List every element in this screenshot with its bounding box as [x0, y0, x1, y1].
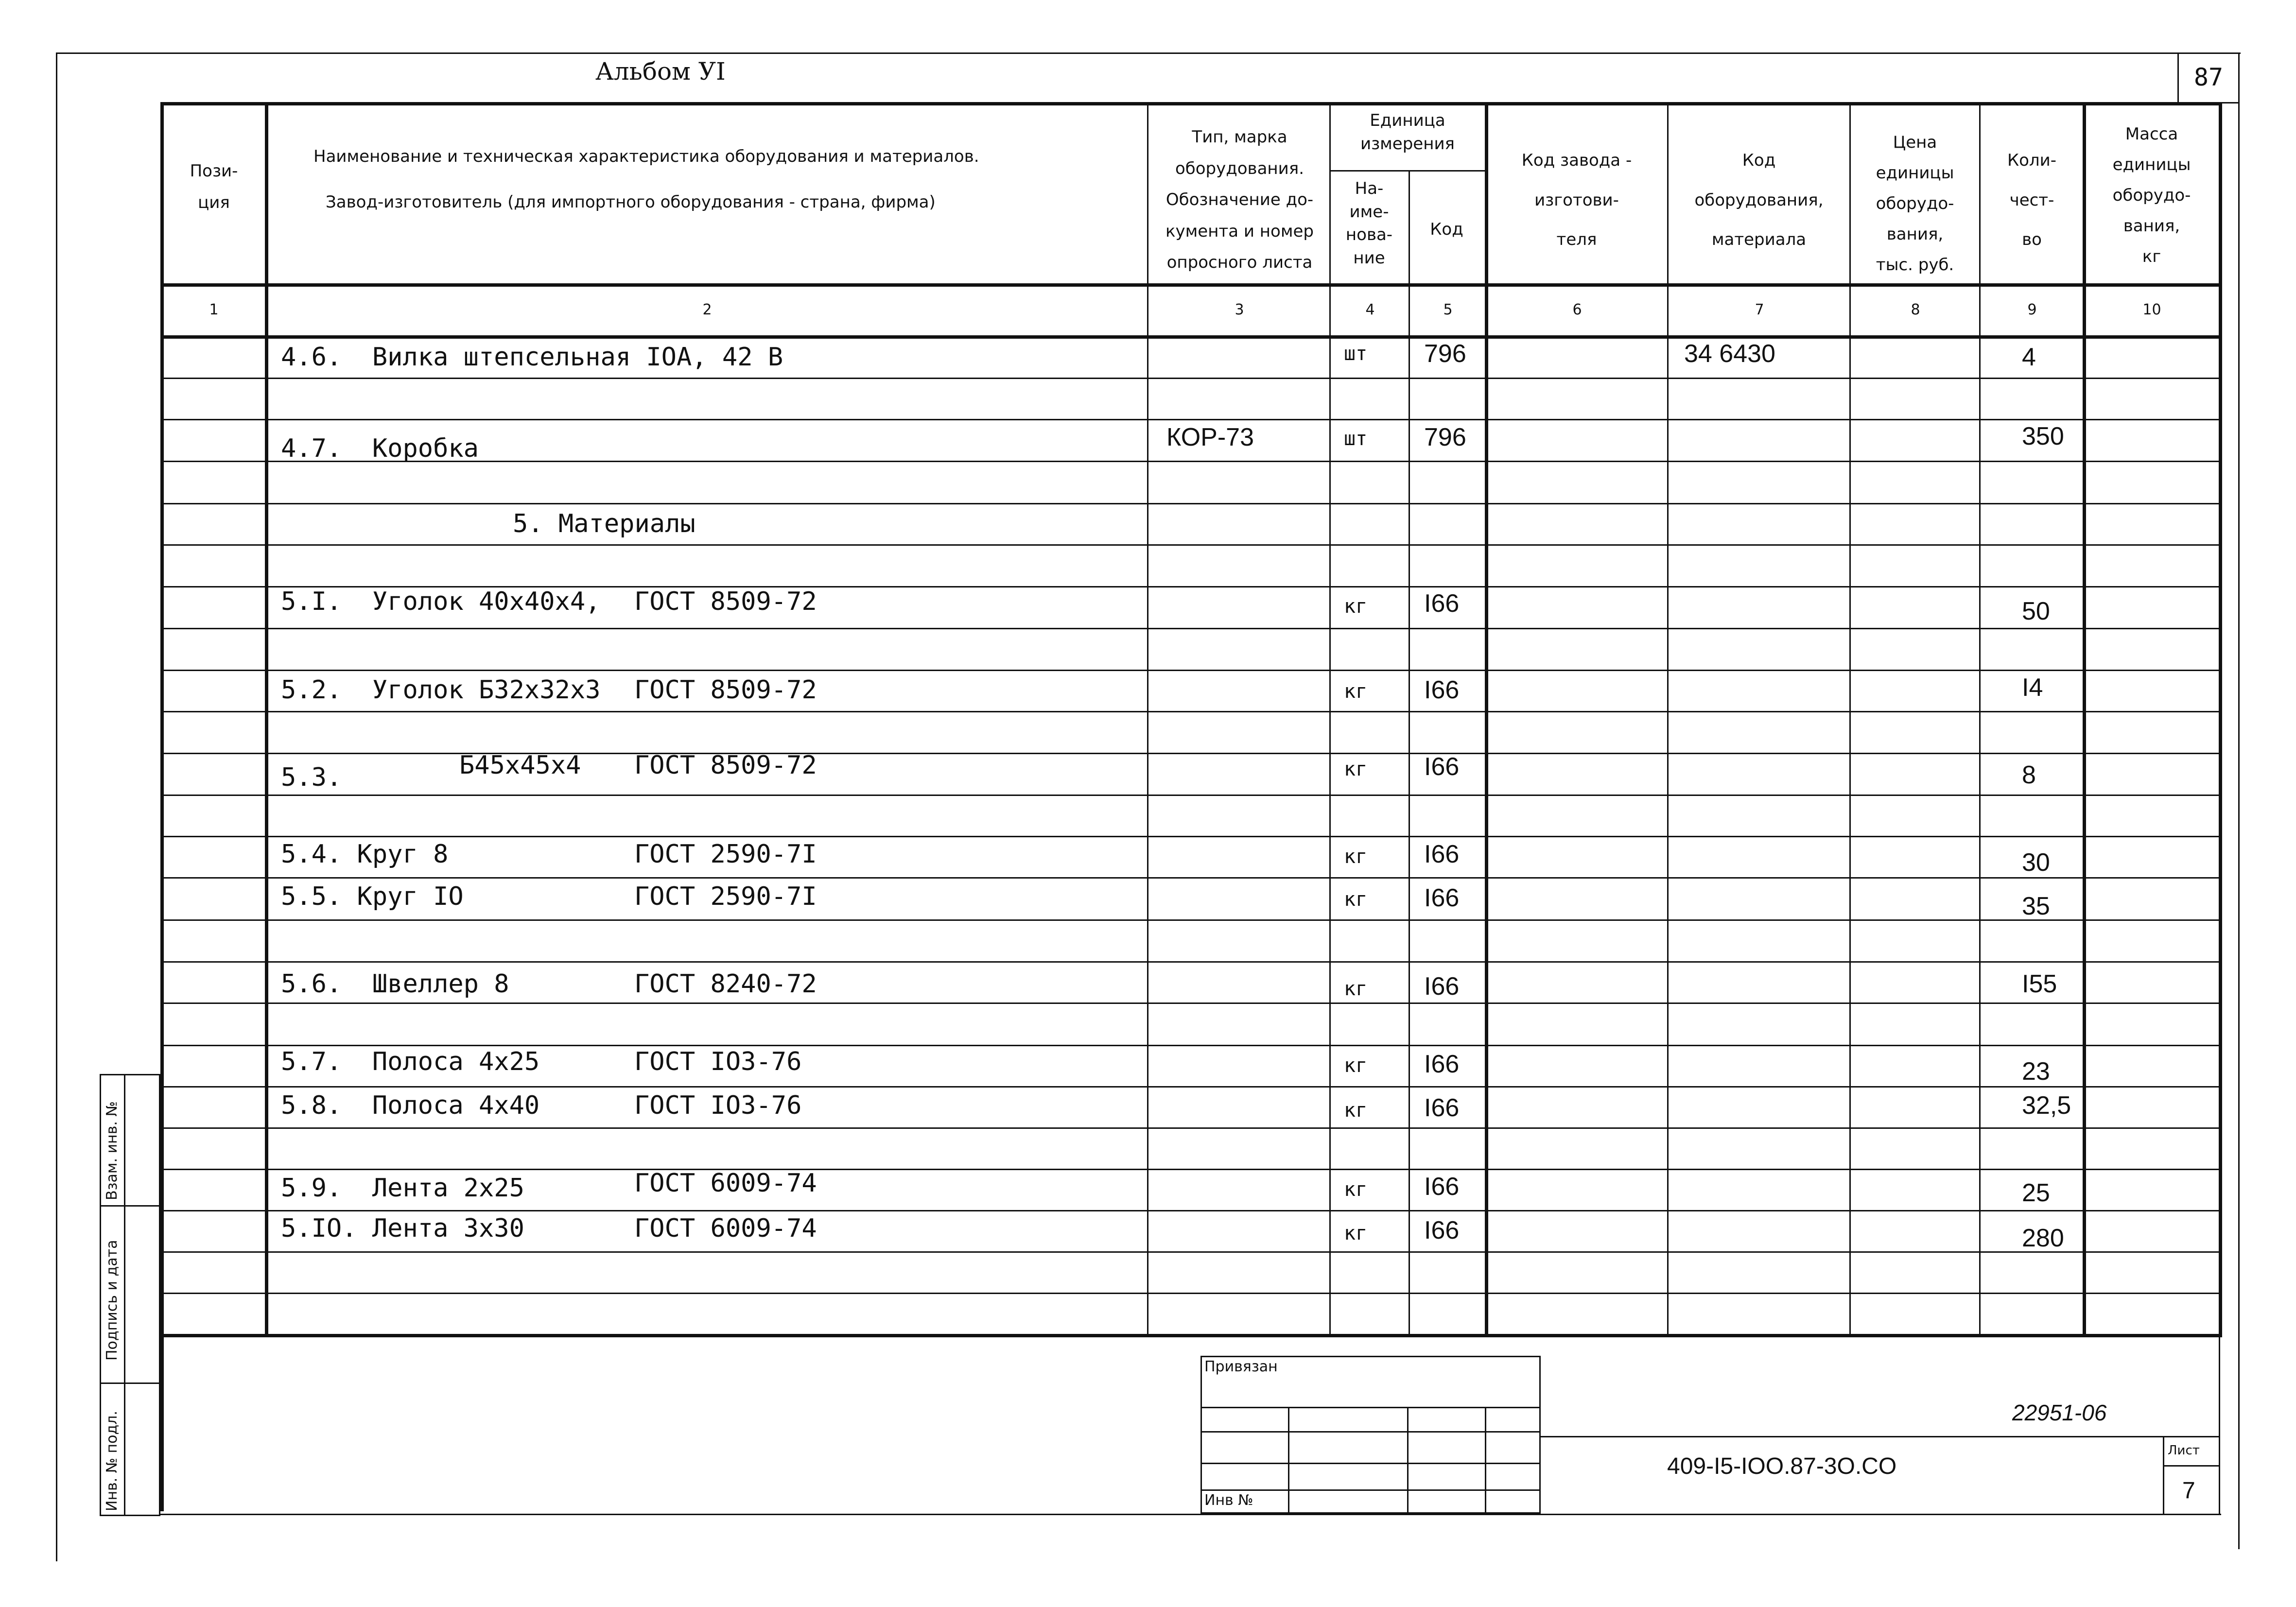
row-5-1-gost: ГОСТ 8509-72 [634, 587, 817, 616]
colnum-9: 9 [2027, 301, 2037, 318]
document-code: 409-I5-IOO.87-3O.CO [1667, 1453, 1897, 1479]
header-equip-code-l2: оборудования, [1694, 190, 1824, 210]
header-unit-name [1331, 177, 1408, 270]
row-5-7-qty: 23 [2022, 1057, 2050, 1086]
col-line-9 [2083, 102, 2086, 1335]
unit-subheader-line [1329, 170, 1485, 172]
row-line [160, 503, 2221, 504]
row-5-10-unit: кг [1344, 1222, 1368, 1244]
row-5-4-qty: 30 [2022, 848, 2050, 877]
header-unit-name-l2: име- [1349, 202, 1389, 222]
privyazan-line [1200, 1489, 1541, 1491]
row-line [160, 419, 2221, 420]
header-unit-name-l1: На- [1355, 179, 1384, 198]
header-mass [2086, 119, 2217, 272]
header-price-l2: единицы [1876, 163, 1954, 183]
privyazan-line [1200, 1407, 1541, 1408]
header-type-l1: Тип, марка [1192, 127, 1287, 147]
privyazan-line [1200, 1463, 1541, 1464]
row-5-3-name: 5.3. [281, 763, 342, 792]
row-5-3-qty: 8 [2022, 761, 2036, 789]
row-4-6-qty: 4 [2022, 343, 2036, 371]
row-line [160, 378, 2221, 379]
row-5-1-name: 5.I. Уголок 40х40х4, [281, 587, 601, 616]
row-5-9-qty: 25 [2022, 1179, 2050, 1207]
row-4-6-equip-code: 34 6430 [1684, 340, 1775, 368]
row-5-1-unit: кг [1344, 595, 1368, 618]
col-line-1 [265, 102, 268, 1335]
side-label-podpis: Подпись и дата [104, 1240, 121, 1361]
header-unit-l1: Единица [1370, 111, 1445, 130]
colnum-2: 2 [702, 301, 712, 318]
privyazan-vline [1485, 1407, 1486, 1514]
col-line-10 [2219, 102, 2222, 1335]
privyazan-line [1200, 1431, 1541, 1433]
frame-right-border [2238, 52, 2240, 1549]
colnum-4: 4 [1365, 301, 1375, 318]
header-name [272, 148, 1142, 210]
row-line [160, 628, 2221, 629]
row-5-3-gost: ГОСТ 8509-72 [634, 751, 817, 780]
specification-table [160, 102, 2221, 1336]
col-line-7 [1849, 102, 1851, 1335]
row-5-6-code: I66 [1424, 972, 1460, 1001]
row-5-4-gost: ГОСТ 2590-7I [634, 840, 817, 869]
header-type-l5: опросного листа [1166, 253, 1313, 273]
frame-top-border [56, 52, 2241, 54]
colnum-10: 10 [2142, 301, 2161, 318]
page-number: 87 [2193, 63, 2224, 91]
row-line [160, 1127, 2221, 1129]
header-equip-code-l1: Код [1742, 151, 1776, 170]
row-5-8-unit: кг [1344, 1099, 1368, 1122]
privyazan-label: Привязан [1204, 1358, 1278, 1375]
row-5-7-code: I66 [1424, 1050, 1460, 1078]
row-5-9-unit: кг [1344, 1178, 1368, 1201]
page-number-box [2177, 52, 2238, 104]
column-numbers-bottom-line [160, 335, 2222, 339]
header-price-l3: оборудо- [1876, 193, 1954, 213]
header-mass-l3: оборудо- [2112, 185, 2191, 205]
side-stamp-line [100, 1205, 160, 1207]
row-5-1-code: I66 [1424, 589, 1460, 618]
header-qty [1982, 141, 2082, 260]
handwritten-number: 22951-06 [2012, 1400, 2107, 1425]
row-5-2-gost: ГОСТ 8509-72 [634, 675, 817, 705]
row-4-6-unit: шт [1344, 343, 1368, 365]
row-line [160, 795, 2221, 796]
row-5-10-code: I66 [1424, 1216, 1460, 1244]
colnum-6: 6 [1572, 301, 1582, 318]
header-type-l3: Обозначение до- [1165, 190, 1314, 210]
col-line-8 [1979, 102, 1981, 1335]
header-qty-l1: Коли- [2007, 151, 2057, 170]
row-5-5-code: I66 [1424, 884, 1460, 912]
list-label: Лист [2168, 1443, 2200, 1458]
row-5-8-name: 5.8. Полоса 4х40 [281, 1091, 540, 1120]
album-title: Альбом УI [595, 57, 726, 86]
col-line-5 [1485, 102, 1488, 1335]
row-line [160, 1002, 2221, 1004]
colnum-5: 5 [1443, 301, 1453, 318]
header-type-l2: оборудования. [1175, 158, 1305, 178]
row-5-10-name: 5.IO. Лента 3х30 [281, 1214, 524, 1243]
row-4-7-name: 4.7. Коробка [281, 434, 479, 463]
row-5-6-gost: ГОСТ 8240-72 [634, 969, 817, 999]
row-5-3-code: I66 [1424, 753, 1460, 781]
row-line [160, 670, 2221, 671]
colnum-8: 8 [1911, 301, 1920, 318]
row-line [160, 836, 2221, 837]
header-qty-l3: во [2022, 230, 2042, 250]
header-price-l4: вания, [1886, 224, 1944, 244]
row-line [160, 1169, 2221, 1170]
header-position [168, 156, 260, 218]
section-5-title: 5. Материалы [513, 509, 696, 538]
row-5-5-gost: ГОСТ 2590-7I [634, 882, 817, 911]
header-price-l1: Цена [1893, 133, 1937, 152]
header-unit-code: Код [1430, 220, 1463, 239]
row-line [160, 1251, 2221, 1253]
row-5-5-name: 5.5. Круг IO [281, 882, 464, 911]
row-4-7-type: КОР-73 [1166, 423, 1254, 451]
stamp-right-line [2219, 1334, 2220, 1515]
row-line [160, 1045, 2221, 1046]
side-label-vzam: Взам. инв. № [104, 1101, 121, 1200]
header-unit [1332, 109, 1483, 156]
privyazan-vline [1407, 1407, 1409, 1514]
colnum-3: 3 [1235, 301, 1244, 318]
header-mass-l2: единицы [2112, 155, 2191, 174]
table-top-border [160, 102, 2222, 105]
header-bottom-line [160, 283, 2222, 287]
row-5-4-code: I66 [1424, 840, 1460, 868]
row-5-9-gost: ГОСТ 6009-74 [634, 1169, 817, 1198]
row-line [160, 544, 2221, 546]
frame-left-border [56, 52, 57, 1561]
row-5-6-name: 5.6. Швеллер 8 [281, 969, 509, 999]
list-box-mid-line [2163, 1465, 2219, 1467]
row-5-8-qty: 32,5 [2022, 1091, 2071, 1120]
row-line [160, 1086, 2221, 1088]
header-equip-code-l3: материала [1711, 230, 1807, 250]
header-position-l1: Пози- [190, 161, 238, 181]
col-line-3 [1329, 102, 1331, 1335]
col-line-6 [1667, 102, 1669, 1335]
header-unit-name-l3: нова- [1345, 225, 1393, 245]
header-factory-code-l1: Код завода - [1521, 151, 1632, 170]
header-unit-name-l4: ние [1353, 248, 1385, 268]
row-5-9-code: I66 [1424, 1173, 1460, 1201]
row-5-5-unit: кг [1344, 888, 1368, 911]
header-qty-l2: чест- [2009, 190, 2054, 210]
row-5-2-name: 5.2. Уголок Б32х32х3 [281, 675, 601, 705]
header-name-l1: Наименование и техническая характеристика оборудования и материалов. [313, 147, 979, 166]
row-4-7-code: 796 [1424, 423, 1466, 451]
row-4-6-code: 796 [1424, 340, 1466, 368]
header-mass-l5: кг [2142, 246, 2161, 266]
row-5-10-gost: ГОСТ 6009-74 [634, 1214, 817, 1243]
colnum-1: 1 [209, 301, 219, 318]
row-5-7-unit: кг [1344, 1054, 1368, 1077]
side-stamp-divider [124, 1074, 125, 1516]
header-factory-code [1487, 141, 1666, 260]
row-5-6-unit: кг [1344, 978, 1368, 1000]
row-line [160, 1210, 2221, 1211]
row-5-6-qty: I55 [2022, 970, 2057, 998]
side-stamp-line [100, 1382, 160, 1384]
header-factory-code-l3: теля [1556, 230, 1597, 250]
header-type-l4: кумента и номер [1165, 221, 1314, 241]
col-line-2 [1147, 102, 1148, 1335]
list-number: 7 [2182, 1478, 2195, 1503]
row-line [160, 711, 2221, 712]
row-5-3-unit: кг [1344, 758, 1368, 780]
row-line [160, 961, 2221, 963]
stamp-bottom-line [160, 1514, 2221, 1515]
privyazan-vline [1288, 1407, 1289, 1514]
row-line [160, 1293, 2221, 1294]
row-5-2-qty: I4 [2022, 674, 2043, 702]
header-price-l5: тыс. руб. [1876, 255, 1954, 275]
row-5-2-unit: кг [1344, 680, 1368, 703]
row-5-2-code: I66 [1424, 676, 1460, 704]
row-5-8-code: I66 [1424, 1094, 1460, 1122]
table-bottom-border [160, 1334, 2222, 1337]
row-5-7-name: 5.7. Полоса 4х25 [281, 1047, 540, 1076]
row-5-8-gost: ГОСТ IO3-76 [634, 1091, 802, 1120]
header-price [1852, 127, 1978, 280]
doc-code-top-line [1541, 1436, 2219, 1437]
row-5-10-qty: 280 [2022, 1224, 2064, 1252]
row-line [160, 877, 2221, 879]
row-5-5-qty: 35 [2022, 892, 2050, 920]
header-type [1151, 121, 1328, 278]
row-5-1-qty: 50 [2022, 597, 2050, 625]
row-5-7-gost: ГОСТ IO3-76 [634, 1047, 802, 1076]
header-mass-l1: Масса [2125, 124, 2178, 144]
row-5-3-name-extra: Б45х45х4 [459, 751, 581, 780]
header-factory-code-l2: изготови- [1534, 190, 1619, 210]
row-5-4-name: 5.4. Круг 8 [281, 840, 449, 869]
row-line [160, 919, 2221, 921]
row-4-6-name: 4.6. Вилка штепсельная IOA, 42 В [281, 343, 783, 372]
row-4-7-unit: шт [1344, 428, 1368, 450]
header-unit-l2: измерения [1360, 134, 1455, 154]
colnum-7: 7 [1755, 301, 1764, 318]
header-equip-code [1670, 141, 1848, 260]
side-label-inv: Инв. № подл. [104, 1411, 121, 1511]
header-position-l2: ция [198, 192, 230, 212]
header-name-l2: Завод-изготовитель (для импортного оборудования - страна, фирма) [326, 192, 936, 212]
row-5-9-name: 5.9. Лента 2х25 [281, 1174, 524, 1203]
inv-no-label: Инв № [1204, 1492, 1253, 1509]
header-mass-l4: вания, [2123, 216, 2180, 236]
row-4-7-qty: 350 [2022, 422, 2064, 450]
list-box-left-line [2163, 1436, 2164, 1514]
row-5-4-unit: кг [1344, 846, 1368, 868]
